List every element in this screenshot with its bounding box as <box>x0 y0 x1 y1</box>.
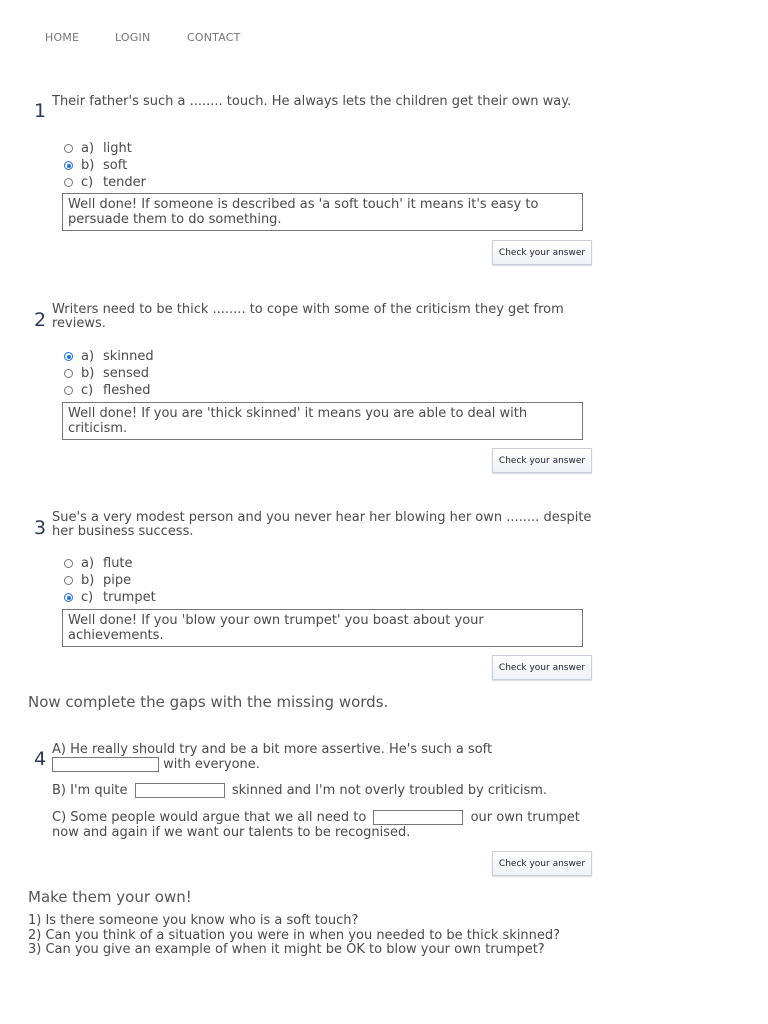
radio-button[interactable] <box>64 144 73 153</box>
gap-sentence-c: C) Some people would argue that we all need to our own trumpet now and again if we want our talents to be recognised. <box>52 810 580 840</box>
question-text: Their father's such a ........ touch. He always lets the children get their own way. <box>52 94 572 109</box>
gap-input-a[interactable] <box>52 757 159 772</box>
question-number: 3 <box>34 517 47 539</box>
radio-button[interactable] <box>64 576 73 585</box>
section-heading: Make them your own! <box>28 888 192 906</box>
question-number: 2 <box>34 309 47 331</box>
option-c[interactable]: c) fleshed <box>64 382 154 399</box>
check-answer-button[interactable]: Check your answer <box>492 851 592 876</box>
nav-login-link[interactable]: LOGIN <box>115 31 151 44</box>
list-item: 1) Is there someone you know who is a soft touch? <box>28 913 359 928</box>
list-item: 2) Can you think of a situation you were in when you needed to be thick skinned? <box>28 927 561 943</box>
question-number: 1 <box>34 100 47 122</box>
gap-sentence-b: B) I'm quite skinned and I'm not overly troubled by criticism. <box>52 783 548 798</box>
section-heading: Now complete the gaps with the missing words. <box>28 693 389 711</box>
option-b[interactable]: b) sensed <box>64 365 154 382</box>
option-a[interactable]: a) light <box>64 140 146 157</box>
nav-contact-link[interactable]: CONTACT <box>187 31 241 44</box>
option-b[interactable]: b) pipe <box>64 572 156 589</box>
list-item: 3) Can you give an example of when it might be OK to blow your own trumpet? <box>28 942 545 957</box>
option-a[interactable]: a) flute <box>64 555 156 572</box>
gap-sentence-a: A) He really should try and be a bit more assertive. He's such a soft with everyone. <box>52 742 493 772</box>
radio-button[interactable] <box>64 178 73 187</box>
feedback-box: Well done! If someone is described as 'a soft touch' it means it's easy to persuade them to do something. <box>62 193 583 231</box>
discussion-questions <box>28 914 560 958</box>
feedback-box: Well done! If you 'blow your own trumpet' you boast about your achievements. <box>62 609 583 647</box>
question-text: Sue's a very modest person and you never hear her blowing her own ........ despite her business success. <box>52 510 592 539</box>
nav-home-link[interactable]: HOME <box>45 31 80 44</box>
gap-input-b[interactable] <box>135 783 225 798</box>
option-c[interactable]: c) trumpet <box>64 589 156 606</box>
gap-input-c[interactable] <box>373 810 463 825</box>
answer-options <box>64 555 156 606</box>
option-a[interactable]: a) skinned <box>64 348 154 365</box>
feedback-box: Well done! If you are 'thick skinned' it means you are able to deal with criticism. <box>62 402 583 440</box>
question-number: 4 <box>34 748 47 770</box>
check-answer-button[interactable]: Check your answer <box>492 655 592 680</box>
check-answer-button[interactable]: Check your answer <box>492 448 592 473</box>
radio-button[interactable] <box>64 593 73 602</box>
option-b[interactable]: b) soft <box>64 157 146 174</box>
radio-button[interactable] <box>64 369 73 378</box>
radio-button[interactable] <box>64 352 73 361</box>
answer-options <box>64 140 146 191</box>
check-answer-button[interactable]: Check your answer <box>492 240 592 265</box>
question-text: Writers need to be thick ........ to cope with some of the criticism they get from reviews. <box>52 302 564 331</box>
option-c[interactable]: c) tender <box>64 174 146 191</box>
radio-button[interactable] <box>64 559 73 568</box>
radio-button[interactable] <box>64 161 73 170</box>
radio-button[interactable] <box>64 386 73 395</box>
answer-options <box>64 348 154 399</box>
